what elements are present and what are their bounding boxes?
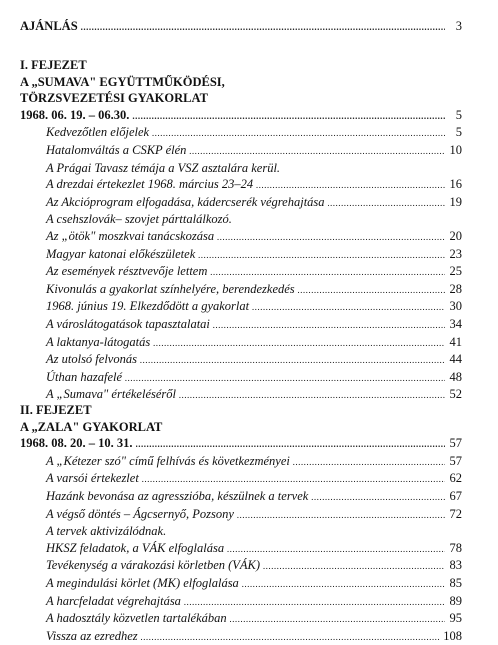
toc-entry-page: 44: [449, 352, 462, 367]
toc-entry: [20, 453, 462, 471]
toc-entry-label: Kedvezőtlen előjelek: [46, 125, 150, 140]
chapter-2-date-range: [20, 435, 462, 453]
toc-entry: [20, 488, 462, 506]
toc-entry-page: 52: [449, 387, 462, 402]
chapter-1-title-line-2: TÖRZSVEZETÉSI GYAKORLAT: [20, 91, 208, 106]
toc-entry: [20, 351, 462, 369]
toc-entry: [20, 228, 462, 246]
chapter-1-date-range: [20, 107, 462, 125]
dot-leader: [217, 229, 445, 246]
toc-entry-page: 85: [449, 575, 462, 590]
toc-entry-page: 62: [449, 471, 462, 486]
toc-entry-label: Az utolsó felvonás: [46, 352, 137, 367]
toc-entry: [20, 369, 462, 387]
toc-entry: [20, 194, 462, 212]
toc-entry-label: A csehszlovák– szovjet párttalálkozó.: [46, 212, 232, 227]
chapter-2-number: II. FEJEZET: [20, 403, 92, 417]
toc-entry-label: A megindulási körlet (MK) elfoglalása: [46, 575, 239, 590]
toc-entry: [20, 281, 462, 299]
toc-entry-label: HKSZ feladatok, a VÁK elfoglalása: [46, 540, 225, 555]
toc-entry-label: Az Akcióprogram elfogadása, kádercserék végrehajtása: [46, 194, 325, 209]
toc-entry: [20, 470, 462, 488]
toc-entry-page: 48: [449, 369, 462, 384]
toc-entry-page: 23: [449, 246, 462, 261]
toc-entry: [20, 142, 462, 160]
dot-leader: [142, 471, 445, 488]
toc-entry: [20, 334, 462, 352]
toc-entry-label: A „Sumava" értékeléséről: [46, 387, 176, 402]
dot-leader: [227, 541, 445, 558]
toc-entry: [20, 557, 462, 575]
chapter-2-title-line-1: A „ZALA" GYAKORLAT: [20, 419, 163, 434]
toc-entry-page: 57: [449, 453, 462, 468]
dot-leader: [184, 594, 445, 611]
dot-leader: [256, 177, 445, 194]
toc-entry-page: 5: [455, 125, 462, 140]
toc-entry-page: 95: [449, 611, 462, 626]
toc-entry-page: 25: [449, 264, 462, 279]
toc-entry-label: A hadosztály közvetlen tartalékában: [46, 611, 227, 626]
toc-entry-label: A drezdai értekezlet 1968. március 23–24: [46, 177, 254, 192]
toc-entry-label: Hatalomváltás a CSKP élén: [46, 142, 187, 157]
toc-entry-label: Tevékenység a várakozási körletben (VÁK): [46, 558, 261, 573]
dot-leader: [252, 299, 445, 316]
toc-entry-label: 1968. június 19. Elkezdődött a gyakorlat: [46, 299, 250, 314]
toc-entry-page: 57: [449, 436, 462, 451]
dot-leader: [213, 317, 445, 334]
toc-entry-page: 3: [455, 19, 462, 33]
toc-entry-page: 67: [449, 488, 462, 503]
toc-entry: [20, 506, 462, 524]
toc-entry-page: 78: [449, 540, 462, 555]
toc-entry-label: A harcfeladat végrehajtása: [46, 593, 181, 608]
toc-entry-label: Úthan hazafelé: [46, 369, 123, 384]
toc-entry-ajanlas: [20, 18, 462, 36]
dot-leader: [210, 264, 445, 281]
dot-leader: [189, 143, 445, 160]
toc-entry-page: 83: [449, 558, 462, 573]
toc-entry-page: 5: [455, 107, 462, 122]
toc-entry-page: 30: [449, 299, 462, 314]
toc-entry: [20, 610, 462, 628]
dot-leader: [136, 436, 446, 453]
dot-leader: [237, 507, 445, 524]
toc-entry-label: Vissza az ezredhez: [46, 628, 138, 643]
toc-entry: [20, 246, 462, 264]
toc-entry-page: 10: [449, 142, 462, 157]
toc-entry-label: Kivonulás a gyakorlat színhelyére, berendezkedés: [46, 281, 295, 296]
dot-leader: [153, 335, 445, 352]
dot-leader: [311, 489, 445, 506]
toc-entry-label: 1968. 06. 19. – 06.30.: [20, 107, 130, 122]
toc-entry-page: 19: [449, 194, 462, 209]
dot-leader: [141, 629, 441, 645]
toc-entry-page: 20: [449, 228, 462, 243]
toc-entry: [20, 211, 462, 228]
toc-entry-page: 89: [449, 593, 462, 608]
toc-entry-label: Az események résztvevője lettem: [46, 264, 208, 279]
toc-entry-page: 108: [443, 628, 462, 643]
dot-leader: [293, 454, 445, 471]
toc-entry: [20, 298, 462, 316]
dot-leader: [198, 247, 445, 264]
chapter-1-number: I. FEJEZET: [20, 58, 87, 72]
toc-entry: [20, 263, 462, 281]
toc-entry: [20, 628, 462, 645]
toc-entry-page: 28: [449, 281, 462, 296]
toc-entry: [20, 160, 462, 177]
dot-leader: [230, 611, 445, 628]
toc-entry: [20, 523, 462, 540]
toc-entry-label: A tervek aktivizálódnak.: [46, 524, 167, 539]
toc-entry-label: A laktanya-látogatás: [46, 334, 151, 349]
toc-entry: [20, 124, 462, 142]
toc-entry-label: AJÁNLÁS: [20, 19, 78, 33]
toc-entry-page: 41: [449, 334, 462, 349]
toc-entry-label: A varsói értekezlet: [46, 471, 139, 486]
toc-entry-page: 34: [449, 316, 462, 331]
chapter-1: [20, 57, 462, 404]
dot-leader: [263, 558, 445, 575]
dot-leader: [152, 125, 445, 142]
dot-leader: [298, 282, 445, 299]
dot-leader: [125, 370, 445, 387]
toc-entry-label: A „Kétezer szó" című felhívás és következményei: [46, 453, 290, 468]
chapter-1-title-line-1: A „SUMAVA" EGYÜTTMŰKÖDÉSI,: [20, 74, 225, 89]
dot-leader: [132, 108, 445, 125]
dot-leader: [140, 352, 445, 369]
toc-entry-label: A Prágai Tavasz témája a VSZ asztalára kerül.: [46, 160, 281, 175]
toc-entry-page: 16: [449, 177, 462, 192]
toc-entry-label: Hazánk bevonása az agresszióba, készülnek a tervek: [46, 488, 309, 503]
toc-entry-label: Az „ötök" moszkvai tanácskozása: [46, 228, 215, 243]
dot-leader: [242, 576, 445, 593]
toc-entry-page: 72: [449, 506, 462, 521]
dot-leader: [328, 195, 445, 212]
toc-entry-label: A városlátogatások tapasztalatai: [46, 316, 210, 331]
toc-entry: [20, 593, 462, 611]
toc-entry: [20, 575, 462, 593]
toc-entry-label: Magyar katonai előkészületek: [46, 246, 196, 261]
chapter-2: [20, 402, 462, 645]
toc-entry: [20, 316, 462, 334]
toc-entry-label: A végső döntés – Ágcsernyő, Pozsony: [46, 506, 234, 521]
dot-leader: [81, 19, 445, 36]
toc-entry: [20, 176, 462, 194]
toc-entry: [20, 540, 462, 558]
toc-entry-label: 1968. 08. 20. – 10. 31.: [20, 436, 133, 451]
